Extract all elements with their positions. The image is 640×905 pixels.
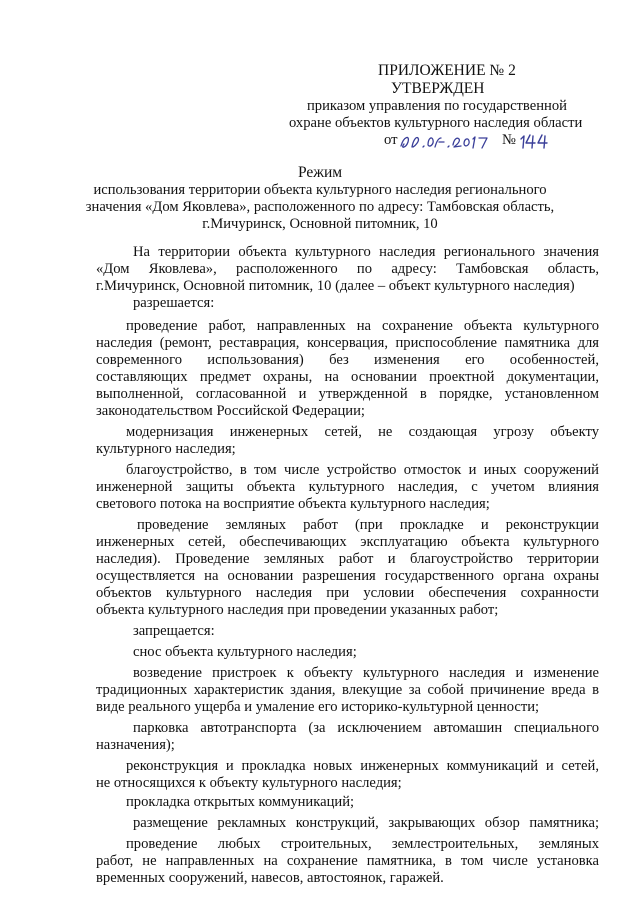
body-line: проведение работ, направленных на сохранение объекта культурного: [126, 318, 599, 334]
body-line: модернизация инженерных сетей, не создающая угрозу объекту: [126, 424, 599, 440]
title-line-2: значения «Дом Яковлева», расположенного по адресу: Тамбовская область,: [85, 199, 555, 215]
body-line: объекта культурного наследия при проведении указанных работ;: [96, 602, 499, 618]
body-line: выполненной, согласованной и утвержденной в порядке, установленном: [96, 386, 599, 402]
body-line: законодательством Российской Федерации;: [96, 403, 365, 419]
body-line: парковка автотранспорта (за исключением автомашин специального: [133, 720, 599, 736]
regime-title: Режим: [297, 164, 343, 181]
body-line: возведение пристроек к объекту культурного наследия и изменение: [133, 665, 599, 681]
handwritten-date-signature: [398, 130, 508, 152]
body-line: виде реального ущерба и умаление его историко-культурной ценности;: [96, 699, 540, 715]
body-line: инженерной защиты объекта культурного наследия, с учетом влияния: [96, 479, 599, 495]
body-line: работ, не направленных на сохранение памятника, в том числе установка: [96, 853, 599, 869]
order-line-2: охране объектов культурного наследия области: [289, 115, 583, 131]
body-line: инженерных сетей, обеспечивающих эксплуатацию объекта культурного: [96, 534, 599, 550]
body-line: прокладка открытых коммуникаций;: [126, 794, 355, 810]
body-line: благоустройство, в том числе устройство отмосток и иных сооружений: [126, 462, 599, 478]
body-line: назначения);: [96, 737, 175, 753]
body-line: составляющих предмет охраны, на основании проектной документации,: [96, 369, 599, 385]
body-line: наследия (ремонт, реставрация, консервация, приспособление памятника для: [96, 335, 599, 351]
body-line: традиционных характеристик здания, влекущие за собой причинение вреда в: [96, 682, 599, 698]
body-line: запрещается:: [133, 623, 215, 639]
body-line: светового потока на восприятие объекта культурного наследия;: [96, 496, 490, 512]
appendix-number: ПРИЛОЖЕНИЕ № 2: [378, 62, 516, 79]
date-prefix: от: [384, 132, 398, 148]
body-line: проведение земляных работ (при прокладке и реконструкции: [137, 517, 599, 533]
body-line: размещение рекламных конструкций, закрывающих обзор памятника;: [133, 815, 599, 831]
approved-label: УТВЕРЖДЕН: [391, 80, 485, 97]
handwritten-order-number: [518, 130, 554, 152]
body-line: осуществляется на основании разрешения государственного органа охраны: [96, 568, 599, 584]
body-line: современного использования) без изменения его особенностей,: [96, 352, 599, 368]
body-line: проведение любых строительных, землестроительных, земляных: [126, 836, 599, 852]
body-line: снос объекта культурного наследия;: [133, 644, 357, 660]
body-line: г.Мичуринск, Основной питомник, 10 (далее – объект культурного наследия): [96, 278, 575, 294]
order-line-1: приказом управления по государственной: [307, 98, 567, 114]
title-line-3: г.Мичуринск, Основной питомник, 10: [202, 216, 438, 232]
body-line: не относящихся к объекту культурного наследия;: [96, 775, 402, 791]
body-line: объектов культурного наследия при условии обеспечения сохранности: [96, 585, 599, 601]
body-line: «Дом Яковлева», расположенного по адресу: Тамбовская область,: [96, 261, 599, 277]
body-line: разрешается:: [133, 295, 215, 311]
order-date-number: [384, 130, 584, 152]
number-sign: №: [502, 132, 516, 148]
body-line: временных сооружений, навесов, автостоянок, гаражей.: [96, 870, 444, 886]
body-line: На территории объекта культурного наследия регионального значения: [133, 244, 599, 260]
body-line: наследия). Проведение земляных работ и благоустройство территории: [96, 551, 599, 567]
body-line: реконструкция и прокладка новых инженерных коммуникаций и сетей,: [126, 758, 599, 774]
title-line-1: использования территории объекта культурного наследия регионального: [93, 182, 547, 198]
body-line: культурного наследия;: [96, 441, 236, 457]
